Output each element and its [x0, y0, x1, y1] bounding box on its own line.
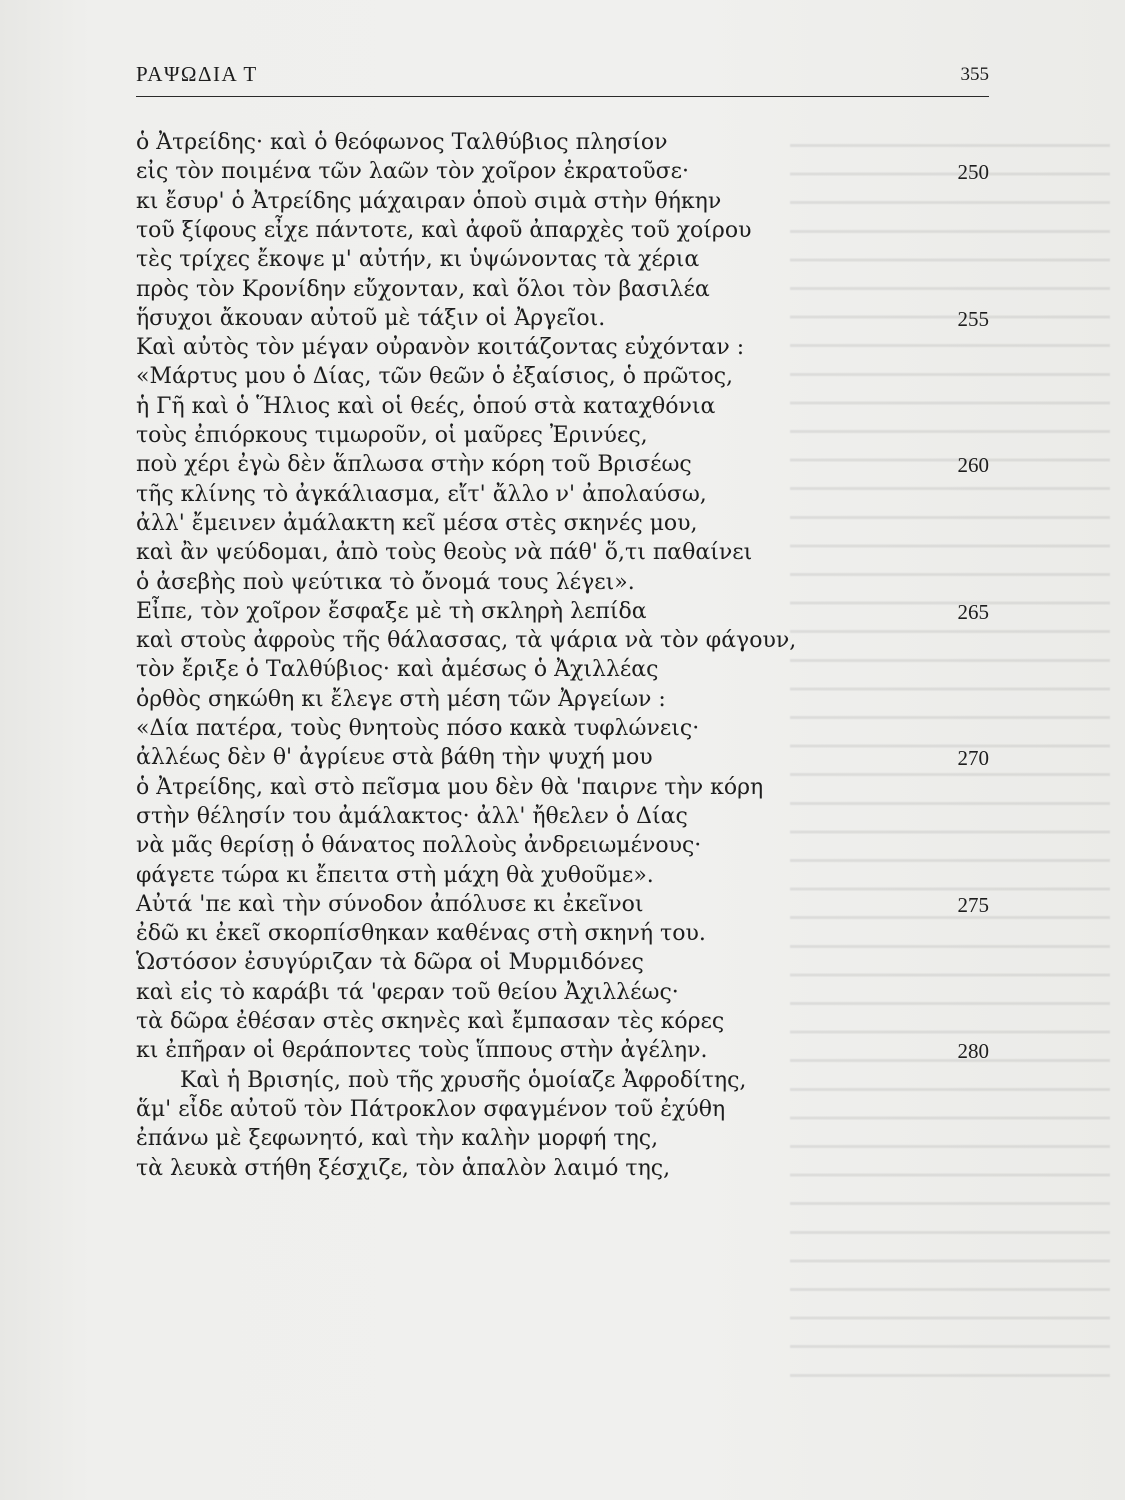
verse-line: ὁ Ἀτρείδης· καὶ ὁ θεόφωνος Ταλθύβιος πλησίον: [136, 130, 668, 155]
verse-line: ἐπάνω μὲ ξεφωνητό, καὶ τὴν καλὴν μορφή της,: [136, 1126, 659, 1151]
verse-line: τῆς κλίνης τὸ ἀγκάλιασμα, εἴτ' ἄλλο ν' ἀπολαύσω,: [136, 482, 707, 507]
verse-line: ἀλλέως δὲν θ' ἀγρίευε στὰ βάθη τὴν ψυχή μου: [136, 745, 653, 770]
verse-line: ἀλλ' ἔμεινεν ἀμάλακτη κεῖ μέσα στὲς σκηνές μου,: [136, 511, 698, 536]
line-number: 265: [957, 600, 989, 624]
verse-line: ἐδῶ κι ἐκεῖ σκορπίσθηκαν καθένας στὴ σκηνή του.: [136, 921, 706, 946]
verse-line: ἡ Γῆ καὶ ὁ Ἥλιος καὶ οἱ θεές, ὁπού στὰ καταχθόνια: [136, 394, 716, 419]
verse-line: φάγετε τώρα κι ἔπειτα στὴ μάχη θὰ χυθοῦμε».: [136, 863, 654, 888]
verse-line: Εἶπε, τὸν χοῖρον ἔσφαξε μὲ τὴ σκληρὴ λεπίδα: [136, 599, 647, 624]
verse-line: ὁ ἀσεβὴς ποὺ ψεύτικα τὸ ὄνομά τους λέγει».: [136, 570, 635, 595]
verse-line: ποὺ χέρι ἐγὼ δὲν ἅπλωσα στὴν κόρη τοῦ Βρισέως: [136, 452, 692, 477]
verse-line: ἥσυχοι ἄκουαν αὐτοῦ μὲ τάξιν οἱ Ἀργεῖοι.: [136, 306, 606, 331]
verse-line: ὀρθὸς σηκώθη κι ἔλεγε στὴ μέση τῶν Ἀργείων :: [136, 687, 666, 712]
page-number: 355: [960, 64, 989, 85]
verse-line: Καὶ ἡ Βρισηίς, ποὺ τῆς χρυσῆς ὁμοίαζε Ἀφροδίτης,: [180, 1068, 747, 1093]
verse-line: εἰς τὸν ποιμένα τῶν λαῶν τὸν χοῖρον ἐκρατοῦσε·: [136, 159, 690, 184]
verse-line: καὶ στοὺς ἀφροὺς τῆς θάλασσας, τὰ ψάρια νὰ τὸν φάγουν,: [136, 628, 797, 653]
verse-line: ὁ Ἀτρείδης, καὶ στὸ πεῖσμα μου δὲν θὰ 'παιρνε τὴν κόρη: [136, 775, 764, 800]
verse-line: Αὐτά 'πε καὶ τὴν σύνοδον ἀπόλυσε κι ἐκεῖνοι: [136, 892, 644, 917]
verse-line: Καὶ αὐτὸς τὸν μέγαν οὐρανὸν κοιτάζοντας εὐχόνταν :: [136, 335, 745, 360]
verse-line: ἅμ' εἶδε αὐτοῦ τὸν Πάτροκλον σφαγμένον τοῦ ἐχύθη: [136, 1097, 726, 1122]
line-number: 280: [957, 1039, 989, 1063]
verse-line: στὴν θέλησίν του ἀμάλακτος· ἀλλ' ἤθελεν ὁ Δίας: [136, 804, 688, 829]
verse-line: κι ἔσυρ' ὁ Ἀτρείδης μάχαιραν ὁποὺ σιμὰ στὴν θήκην: [136, 189, 722, 214]
bleed-through-texture: [790, 130, 1110, 1400]
line-number: 270: [957, 746, 989, 770]
verse-line: τὰ λευκὰ στήθη ξέσχιζε, τὸν ἁπαλὸν λαιμό της,: [136, 1156, 671, 1181]
verse-line: «Δία πατέρα, τοὺς θνητοὺς πόσο κακὰ τυφλώνεις·: [136, 716, 700, 741]
running-title: ΡΑΨΩΔΙΑ Τ: [136, 62, 258, 86]
line-number: 275: [957, 893, 989, 917]
line-number: 250: [957, 160, 989, 184]
verse-line: τὸν ἔριξε ὁ Ταλθύβιος· καὶ ἀμέσως ὁ Ἀχιλλέας: [136, 657, 659, 682]
verse-line: κι ἐπῆραν οἱ θεράποντες τοὺς ἵππους στὴν ἀγέλην.: [136, 1038, 708, 1063]
verse-line: πρὸς τὸν Κρονίδην εὔχονταν, καὶ ὅλοι τὸν βασιλέα: [136, 277, 710, 302]
verse-line: τὲς τρίχες ἔκοψε μ' αὐτήν, κι ὑψώνοντας τὰ χέρια: [136, 247, 700, 272]
verse-line: Ὡστόσον ἐσυγύριζαν τὰ δῶρα οἱ Μυρμιδόνες: [136, 950, 644, 975]
header-rule: [136, 96, 989, 97]
verse-line: καὶ ἂν ψεύδομαι, ἀπὸ τοὺς θεοὺς νὰ πάθ' ὅ,τι παθαίνει: [136, 540, 753, 565]
verse-line: τοὺς ἐπιόρκους τιμωροῦν, οἱ μαῦρες Ἐρινύες,: [136, 423, 648, 448]
line-number: 255: [957, 307, 989, 331]
verse-line: τὰ δῶρα ἐθέσαν στὲς σκηνὲς καὶ ἔμπασαν τὲς κόρες: [136, 1009, 725, 1034]
line-number: 260: [957, 453, 989, 477]
verse-line: τοῦ ξίφους εἶχε πάντοτε, καὶ ἀφοῦ ἀπαρχὲς τοῦ χοίρου: [136, 218, 752, 243]
verse-line: καὶ εἰς τὸ καράβι τά 'φεραν τοῦ θείου Ἀχιλλέως·: [136, 980, 679, 1005]
verse-line: νὰ μᾶς θερίσῃ ὁ θάνατος πολλοὺς ἀνδρειωμένους·: [136, 833, 702, 858]
verse-line: «Μάρτυς μου ὁ Δίας, τῶν θεῶν ὁ ἐξαίσιος, ὁ πρῶτος,: [136, 364, 734, 389]
